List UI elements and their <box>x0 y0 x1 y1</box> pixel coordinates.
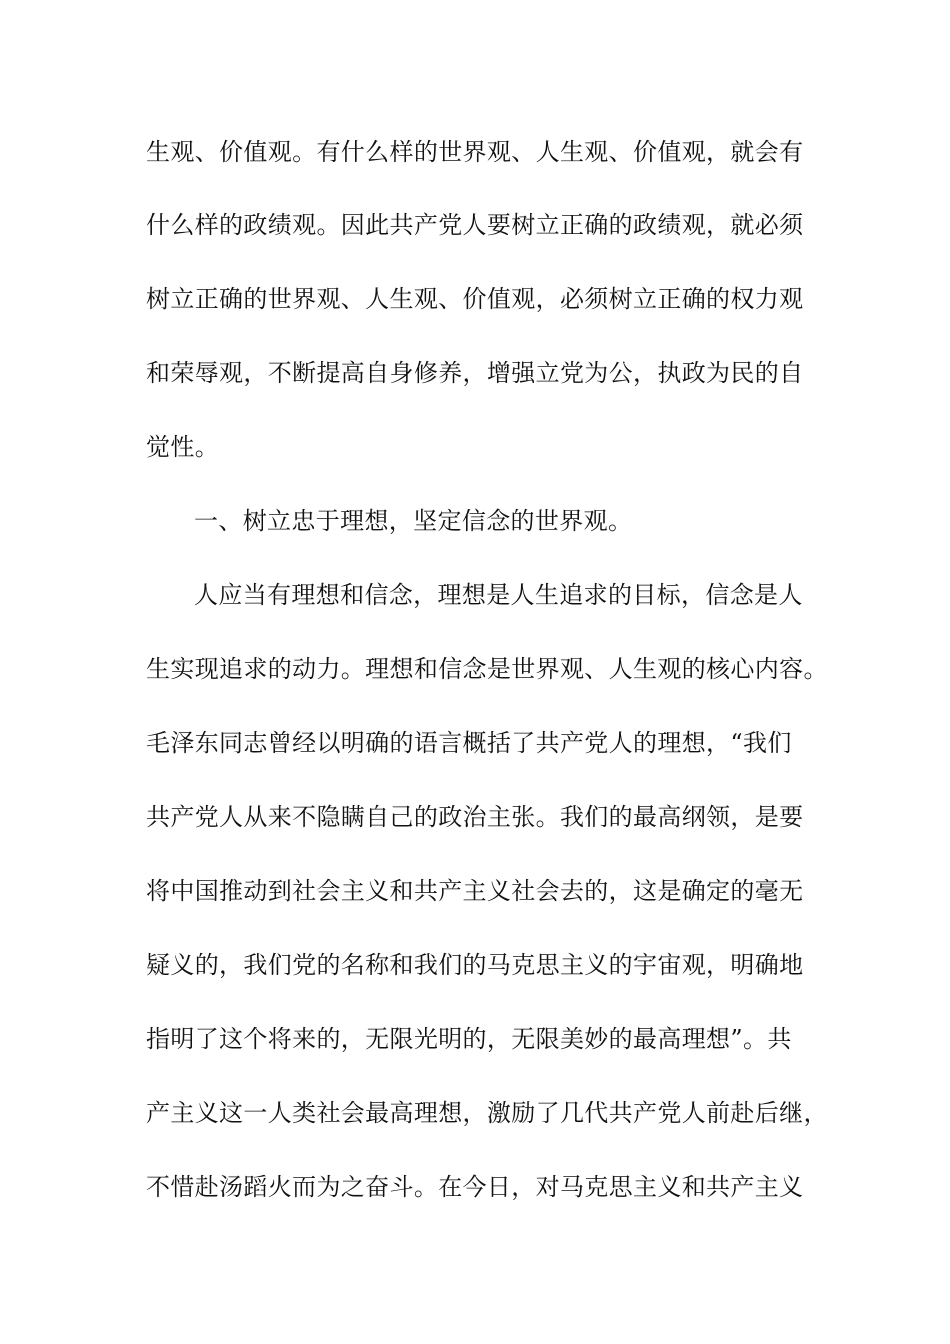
text-line: 产主义这一人类社会最高理想，激励了几代共产党人前赴后继， <box>146 1099 828 1127</box>
text-line: 生实现追求的动力。理想和信念是世界观、人生观的核心内容。 <box>146 655 828 683</box>
text-line: 什么样的政绩观。因此共产党人要树立正确的政绩观，就必须 <box>146 211 804 239</box>
text-line: 共产党人从来不隐瞒自己的政治主张。我们的最高纲领，是要 <box>146 803 804 831</box>
text-line: 树立正确的世界观、人生观、价值观，必须树立正确的权力观 <box>146 285 804 313</box>
text-line: 觉性。 <box>146 433 220 461</box>
text-line: 疑义的，我们党的名称和我们的马克思主义的宇宙观，明确地 <box>146 951 804 979</box>
paragraph-first-line: 人应当有理想和信念，理想是人生追求的目标，信念是人 <box>194 581 803 609</box>
text-line: 毛泽东同志曾经以明确的语言概括了共产党人的理想，“我们 <box>146 729 792 757</box>
text-line: 和荣辱观，不断提高自身修养，增强立党为公，执政为民的自 <box>146 359 804 387</box>
text-line: 生观、价值观。有什么样的世界观、人生观、价值观，就会有 <box>146 138 804 166</box>
text-line: 不惜赴汤蹈火而为之奋斗。在今日，对马克思主义和共产主义 <box>146 1173 804 1201</box>
text-line: 指明了这个将来的，无限光明的，无限美妙的最高理想”。共 <box>146 1025 792 1053</box>
section-heading: 一、树立忠于理想，坚定信念的世界观。 <box>194 507 633 535</box>
text-line: 将中国推动到社会主义和共产主义社会去的，这是确定的毫无 <box>146 877 804 905</box>
